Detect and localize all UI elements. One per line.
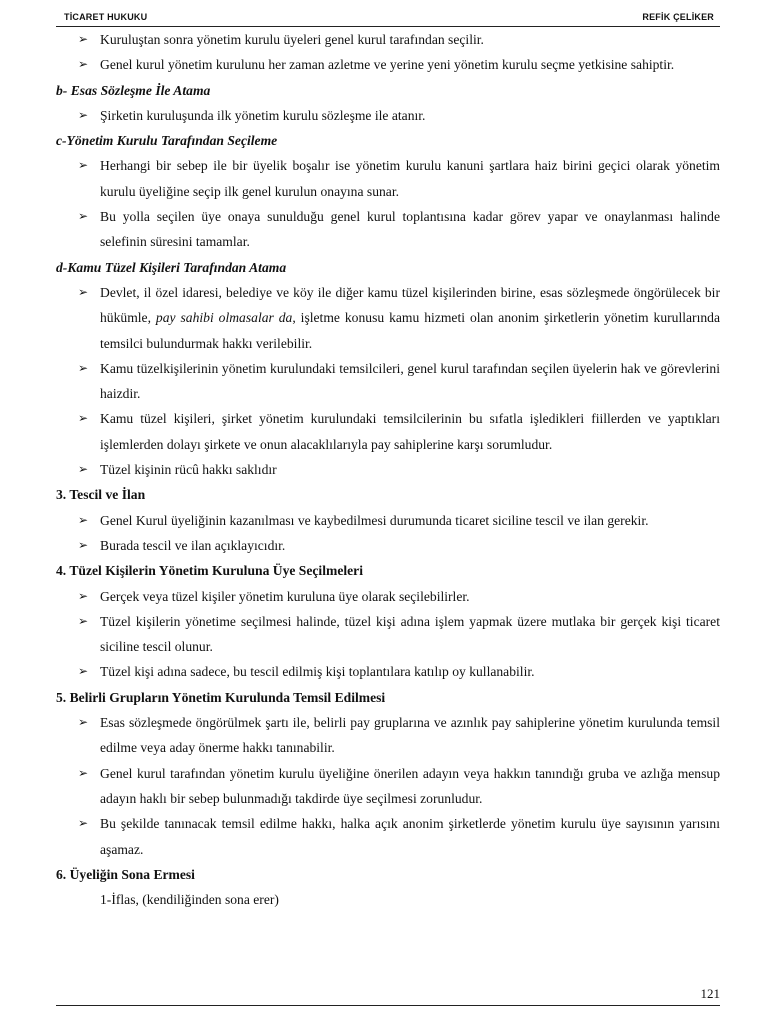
bullet-text: Burada tescil ve ilan açıklayıcıdır.: [100, 537, 286, 553]
bullet-item: [56, 811, 720, 862]
bullet-text: Kuruluştan sonra yönetim kurulu üyeleri genel kurul tarafından seçilir.: [100, 32, 484, 47]
bullet-item: [56, 710, 720, 761]
bullet-text: Tüzel kişilerin yönetime seçilmesi halinde, tüzel kişi adına işlem yapmak üzere mutlaka bir gerçek kişi ticaret siciline tescil olunur.: [100, 613, 720, 655]
bullet-item: [56, 508, 720, 533]
bullet-text: Kamu tüzel kişileri, şirket yönetim kurulundaki temsilcilerinin bu sıfatla işledikleri fiillerden ve yaptıkları işlemlerden dolayı şirkete ve onun alacaklılarıyla pay sahiplerine karşı sorumludur.: [100, 411, 720, 452]
bullet-item: [56, 204, 720, 255]
bullet-text: Genel kurul yönetim kurulunu her zaman azletme ve yerine yeni yönetim kurulu seçme yetkisine sahiptir.: [100, 57, 675, 73]
bullet-text: , işletme konusu kamu hizmeti olan anonim şirketlerin yönetim kurullarında temsilci bulundurmak hakkı verilebilir.: [100, 310, 720, 351]
bullet-text: Esas sözleşmede öngörülmek şartı ile, belirli pay gruplarına ve azınlık pay sahiplerine yönetim kurulunda temsil edilme veya aday önerme hakkı tanınabilir.: [100, 715, 720, 756]
arrow-bullet-icon: ➢: [78, 512, 89, 527]
section-heading: 3. Tescil ve İlan: [56, 487, 146, 503]
arrow-bullet-icon: ➢: [78, 284, 89, 299]
bullet-text: Kamu tüzelkişilerinin yönetim kurulundaki temsilcileri, genel kurul tarafından seçilen üyelerin hak ve görevlerini haizdir.: [100, 360, 720, 402]
footer-rule: [56, 1005, 720, 1006]
arrow-bullet-icon: ➢: [78, 664, 89, 679]
bullet-item: [56, 356, 720, 407]
bullet-text: Devlet, il özel idaresi, belediye ve köy ile diğer kamu tüzel kişilerinden birine, esas sözleşmede öngörülecek bir hükümle,: [100, 284, 720, 326]
section-heading: 5. Belirli Grupların Yönetim Kurulunda Temsil Edilmesi: [56, 689, 386, 705]
arrow-bullet-icon: ➢: [78, 537, 89, 552]
bullet-text: Şirketin kuruluşunda ilk yönetim kurulu sözleşme ile atanır.: [100, 107, 426, 123]
section-subheading: d-Kamu Tüzel Kişileri Tarafından Atama: [56, 259, 287, 275]
bullet-item: [56, 280, 720, 356]
arrow-bullet-icon: ➢: [78, 411, 89, 426]
bullet-item: [56, 609, 720, 660]
bullet-text: Genel kurul tarafından yönetim kurulu üyeliğine önerilen adayın veya hakkın tanındığı gruba ve azlığa mensup adayın haklı bir sebep bulunmadığı takdirde üye seçilmesi zorunludur.: [100, 765, 720, 806]
page-body: [56, 27, 720, 912]
bullet-item: [56, 584, 720, 609]
arrow-bullet-icon: ➢: [78, 209, 89, 224]
arrow-bullet-icon: ➢: [78, 158, 89, 173]
bullet-item: [56, 406, 720, 457]
arrow-bullet-icon: ➢: [78, 57, 89, 72]
arrow-bullet-icon: ➢: [78, 462, 89, 477]
bullet-item: [56, 659, 720, 684]
header-book-title: TİCARET HUKUKU: [64, 12, 148, 22]
bullet-text: Tüzel kişi adına sadece, bu tescil edilmiş kişi toplantılara katılıp oy kullanabilir.: [100, 664, 535, 680]
bullet-item: [56, 761, 720, 812]
bullet-text: Herhangi bir sebep ile bir üyelik boşalır ise yönetim kurulu kanuni şartlara haiz birini geçici olarak yönetim kurulu üyeliğine seçip ilk genel kurulun onayına sunar.: [100, 158, 720, 199]
bullet-text: Bu yolla seçilen üye onaya sunulduğu genel kurul toplantısına kadar görev yapar ve onaylanması halinde selefinin süresini tamamlar.: [100, 209, 720, 250]
arrow-bullet-icon: ➢: [78, 360, 89, 375]
bullet-text: Bu şekilde tanınacak temsil edilme hakkı, halka açık anonim şirketlerde yönetim kurulu üye sayısının yarısını aşamaz.: [100, 816, 720, 857]
page-header: [56, 8, 720, 27]
bullet-item: [56, 27, 720, 52]
section-subheading: b- Esas Sözleşme İle Atama: [56, 82, 211, 98]
arrow-bullet-icon: ➢: [78, 715, 89, 730]
bullet-text: Tüzel kişinin rücû hakkı saklıdır: [100, 462, 277, 478]
arrow-bullet-icon: ➢: [78, 816, 89, 831]
bullet-item: [56, 103, 720, 128]
bullet-text: Genel Kurul üyeliğinin kazanılması ve kaybedilmesi durumunda ticaret siciline tescil ve ilan gerekir.: [100, 512, 649, 528]
section-heading: 6. Üyeliğin Sona Ermesi: [56, 866, 195, 882]
bullet-item: [56, 153, 720, 204]
arrow-bullet-icon: ➢: [78, 765, 89, 780]
arrow-bullet-icon: ➢: [78, 588, 89, 603]
bullet-text-emphasis: pay sahibi olmasalar da: [155, 310, 293, 326]
arrow-bullet-icon: ➢: [78, 32, 89, 46]
section-heading: 4. Tüzel Kişilerin Yönetim Kuruluna Üye Seçilmeleri: [56, 563, 363, 579]
header-author: REFİK ÇELİKER: [642, 12, 714, 22]
arrow-bullet-icon: ➢: [78, 107, 89, 122]
list-line: 1-İflas, (kendiliğinden sona erer): [100, 892, 279, 908]
bullet-item: [56, 52, 720, 77]
arrow-bullet-icon: ➢: [78, 613, 89, 628]
bullet-text: Gerçek veya tüzel kişiler yönetim kuruluna üye olarak seçilebilirler.: [100, 588, 470, 604]
bullet-item: [56, 457, 720, 482]
bullet-item: [56, 533, 720, 558]
page-number: 121: [700, 986, 720, 1001]
section-subheading: c-Yönetim Kurulu Tarafından Seçileme: [56, 133, 278, 149]
